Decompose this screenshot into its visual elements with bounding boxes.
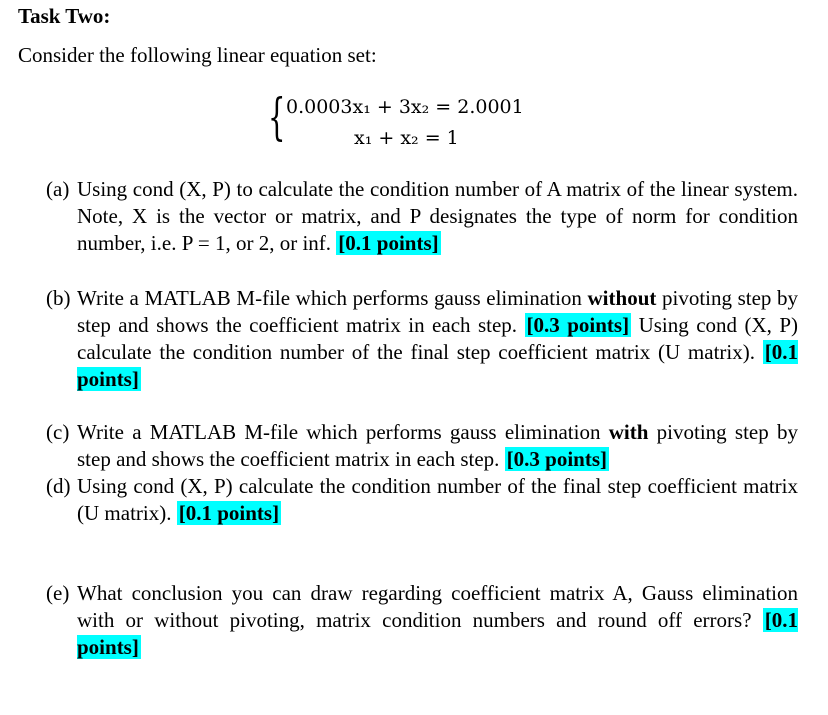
question-d xyxy=(46,473,798,527)
question-b xyxy=(46,285,798,393)
question-c-text: Write a MATLAB M-file which performs gauss elimination xyxy=(77,420,601,444)
question-b-points-1: [0.3 points] xyxy=(526,313,630,337)
question-c xyxy=(46,419,798,473)
question-b-points-2: [0.1 points] xyxy=(77,340,799,391)
question-b-label: (b) xyxy=(46,286,71,310)
question-e-text: What conclusion you can draw regarding coefficient matrix A, Gauss elimination with or without pivoting, matrix condition numbers and round off errors? xyxy=(77,581,798,632)
question-a-text: Using cond (X, P) to calculate the condition number of A matrix of the linear system. Note, X is the vector or matrix, and P designates the type of norm for condition number, i.e. P = 1, or 2, or inf. xyxy=(77,177,798,255)
question-c-label: (c) xyxy=(46,420,70,444)
question-a-label: (a) xyxy=(46,177,70,201)
equation-1: 0.0003x₁ + 3x₂ = 2.0001 xyxy=(286,96,524,118)
question-a-points: [0.1 points] xyxy=(338,231,439,255)
question-b-text-2: Using cond (X, P) calculate the condition number of the final step coefficient matrix (U matrix). xyxy=(77,313,799,364)
equation-2: x₁ + x₂ = 1 xyxy=(354,127,459,149)
question-b-text: Write a MATLAB M-file which performs gauss elimination xyxy=(77,286,582,310)
question-d-points: [0.1 points] xyxy=(178,501,280,525)
question-e xyxy=(46,580,798,661)
question-c-text-continued: pivoting step by step and shows the coefficient matrix in each step. xyxy=(77,420,798,471)
equation-brace: { xyxy=(268,88,286,146)
question-c-emphasis: with xyxy=(608,420,649,444)
question-c-points: [0.3 points] xyxy=(506,447,608,471)
task-intro: Consider the following linear equation set: xyxy=(18,43,377,67)
question-e-label: (e) xyxy=(46,581,70,605)
question-a xyxy=(46,176,798,257)
question-d-label: (d) xyxy=(46,474,71,498)
question-b-emphasis: without xyxy=(587,286,657,310)
question-d-text: Using cond (X, P) calculate the condition number of the final step coefficient matrix (U matrix). xyxy=(77,474,798,525)
task-title: Task Two: xyxy=(18,4,111,28)
question-e-points: [0.1 points] xyxy=(77,608,798,659)
question-b-text-continued: pivoting step by step and shows the coefficient matrix in each step. xyxy=(77,286,799,337)
